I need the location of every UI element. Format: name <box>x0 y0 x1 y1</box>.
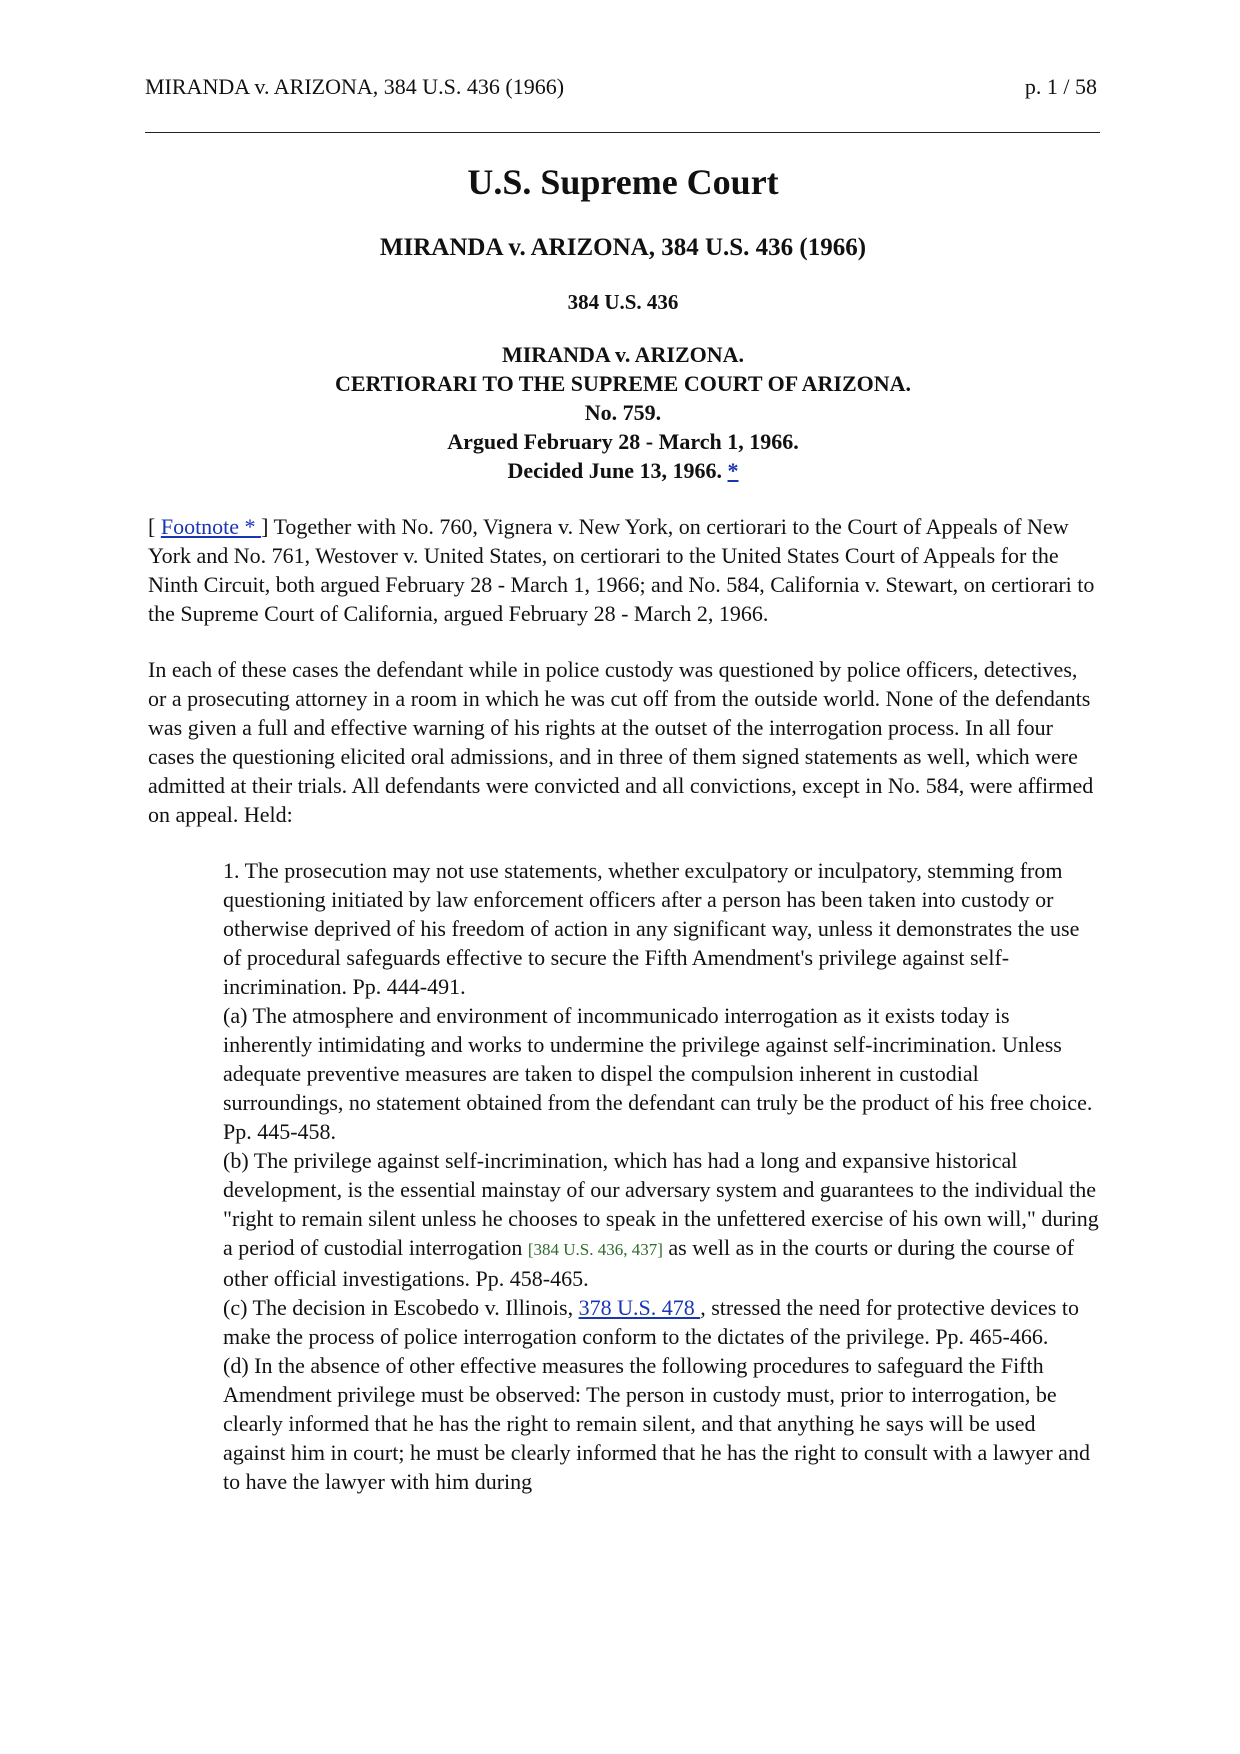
holding-1: 1. The prosecution may not use statements, whether exculpatory or inculpatory, stemming from questioning initiated by law enforcement officers after a person has been taken into custody or otherwise deprived of his freedom of action in any significant way, unless it demonstrates the use of procedural safeguards effective to secure the Fifth Amendment's privilege against self-incrimination. Pp. 444-491. <box>223 858 1080 999</box>
caption-docket: No. 759. <box>584 400 662 425</box>
court-title: U.S. Supreme Court <box>467 162 779 202</box>
header-divider <box>145 132 1100 133</box>
case-title: MIRANDA v. ARIZONA, 384 U.S. 436 (1966) <box>379 234 867 261</box>
holding-c-text-cont: , stressed the need for protective devices to make the process of police interrogation conform to the dictates of the privilege. Pp. 465-466. <box>223 1295 1079 1349</box>
holding-c-text: (c) The decision in Escobedo v. Illinois, <box>223 1295 579 1320</box>
holding-c <box>223 1293 1103 1351</box>
case-citation: 384 U.S. 436 <box>567 290 679 314</box>
footnote-open-bracket: [ <box>148 514 156 539</box>
footnote-marker-link[interactable]: * <box>727 458 739 483</box>
footnote-link[interactable]: Footnote * <box>160 514 262 539</box>
holding-b <box>223 1146 1103 1293</box>
running-title: MIRANDA v. ARIZONA, 384 U.S. 436 (1966) <box>145 74 565 99</box>
summary-paragraph: In each of these cases the defendant while in police custody was questioned by police officers, detectives, or a prosecuting attorney in a room in which he was cut off from the outside world. None of the defendants was given a full and effective warning of his rights at the outset of the interrogation process. In all four cases the questioning elicited oral admissions, and in three of them signed statements as well, which were admitted at their trials. All defendants were convicted and all convictions, except in No. 584, were affirmed on appeal. Held: <box>148 657 1094 827</box>
holding-b-text-cont: as well as in the courts or during the course of other official investigations. Pp. 458-465. <box>223 1235 1075 1291</box>
caption-certiorari: CERTIORARI TO THE SUPREME COURT OF ARIZONA. <box>334 371 912 396</box>
holding-a: (a) The atmosphere and environment of incommunicado interrogation as it exists today is inherently intimidating and works to undermine the privilege against self-incrimination. Unless adequate preventive measures are taken to dispel the compulsion inherent in custodial surroundings, no statement obtained from the defendant can truly be the product of his free choice. Pp. 445-458. <box>223 1003 1093 1144</box>
document-body <box>148 160 1098 1496</box>
running-header <box>145 72 1097 102</box>
holding-b-text: (b) The privilege against self-incrimination, which has had a long and expansive historical development, is the essential mainstay of our adversary system and guarantees to the individual the "right to remain silent unless he chooses to speak in the unfettered exercise of his own will," during a period of custodial interrogation <box>223 1148 1099 1260</box>
caption-parties: MIRANDA v. ARIZONA. <box>501 342 745 367</box>
case-caption <box>148 340 1098 485</box>
page-number: p. 1 / 58 <box>1024 74 1097 99</box>
decided-date: Decided June 13, 1966. <box>507 458 722 483</box>
page-reference: [384 U.S. 436, 437] <box>527 1240 663 1259</box>
holdings-block <box>223 856 1103 1496</box>
footnote-text: ] Together with No. 760, Vignera v. New York, on certiorari to the Court of Appeals of New York and No. 761, Westover v. United States, on certiorari to the United States Court of Appeals for the Ninth Circuit, both argued February 28 - March 1, 1966; and No. 584, California v. Stewart, on certiorari to the Supreme Court of California, argued February 28 - March 2, 1966. <box>148 514 1095 626</box>
footnote-paragraph <box>148 512 1098 628</box>
caption-decided <box>148 456 1098 485</box>
caption-argued: Argued February 28 - March 1, 1966. <box>447 429 799 454</box>
escobedo-citation-link[interactable]: 378 U.S. 478 <box>578 1295 701 1320</box>
holding-d: (d) In the absence of other effective measures the following procedures to safeguard the Fifth Amendment privilege must be observed: The person in custody must, prior to interrogation, be clearly informed that he has the right to remain silent, and that anything he says will be used against him in court; he must be clearly informed that he has the right to consult with a lawyer and to have the lawyer with him during <box>223 1353 1090 1494</box>
